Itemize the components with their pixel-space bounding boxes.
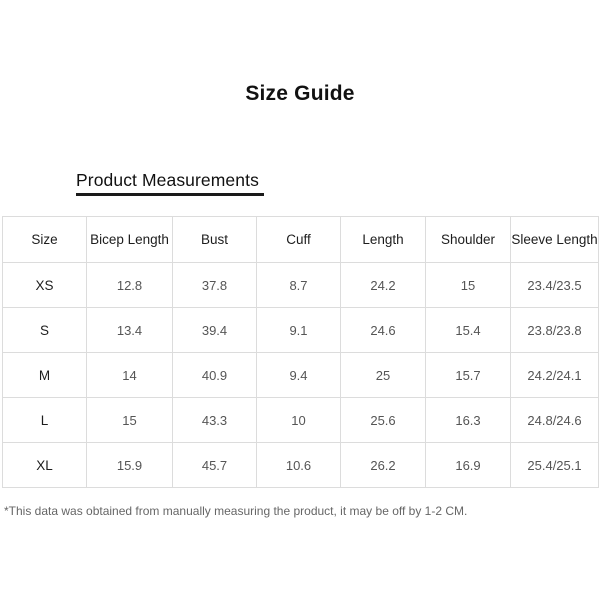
measurements-table [2,216,599,488]
bust-cell: 45.7 [173,443,257,488]
header-length: Length [341,217,426,263]
bicep-length-cell: 15 [87,398,173,443]
bust-cell: 39.4 [173,308,257,353]
table-row [3,443,599,488]
length-cell: 24.6 [341,308,426,353]
sleeve-length-cell: 25.4/25.1 [511,443,599,488]
size-cell: XL [3,443,87,488]
bust-cell: 40.9 [173,353,257,398]
shoulder-cell: 16.3 [426,398,511,443]
table-row [3,308,599,353]
bicep-length-cell: 14 [87,353,173,398]
length-cell: 25 [341,353,426,398]
table-row [3,263,599,308]
table-row [3,353,599,398]
bicep-length-cell: 13.4 [87,308,173,353]
page-title: Size Guide [245,82,355,105]
sleeve-length-cell: 24.8/24.6 [511,398,599,443]
sleeve-length-cell: 23.8/23.8 [511,308,599,353]
section-title: Product Measurements [76,170,259,190]
table-header-row [3,217,599,263]
size-cell: L [3,398,87,443]
bicep-length-cell: 15.9 [87,443,173,488]
size-cell: S [3,308,87,353]
measurement-disclaimer: *This data was obtained from manually measuring the product, it may be off by 1-2 CM. [4,504,468,518]
sleeve-length-cell: 24.2/24.1 [511,353,599,398]
length-cell: 25.6 [341,398,426,443]
cuff-cell: 9.1 [257,308,341,353]
bust-cell: 43.3 [173,398,257,443]
header-cuff: Cuff [257,217,341,263]
header-size: Size [3,217,87,263]
size-cell: XS [3,263,87,308]
shoulder-cell: 15 [426,263,511,308]
header-bust: Bust [173,217,257,263]
length-cell: 26.2 [341,443,426,488]
shoulder-cell: 15.4 [426,308,511,353]
sleeve-length-cell: 23.4/23.5 [511,263,599,308]
cuff-cell: 10 [257,398,341,443]
size-cell: M [3,353,87,398]
section-title-underline [76,193,264,196]
bicep-length-cell: 12.8 [87,263,173,308]
header-bicep-length: Bicep Length [87,217,173,263]
cuff-cell: 8.7 [257,263,341,308]
shoulder-cell: 16.9 [426,443,511,488]
length-cell: 24.2 [341,263,426,308]
cuff-cell: 10.6 [257,443,341,488]
shoulder-cell: 15.7 [426,353,511,398]
bust-cell: 37.8 [173,263,257,308]
table-row [3,398,599,443]
header-shoulder: Shoulder [426,217,511,263]
cuff-cell: 9.4 [257,353,341,398]
header-sleeve-length: Sleeve Length [511,217,599,263]
